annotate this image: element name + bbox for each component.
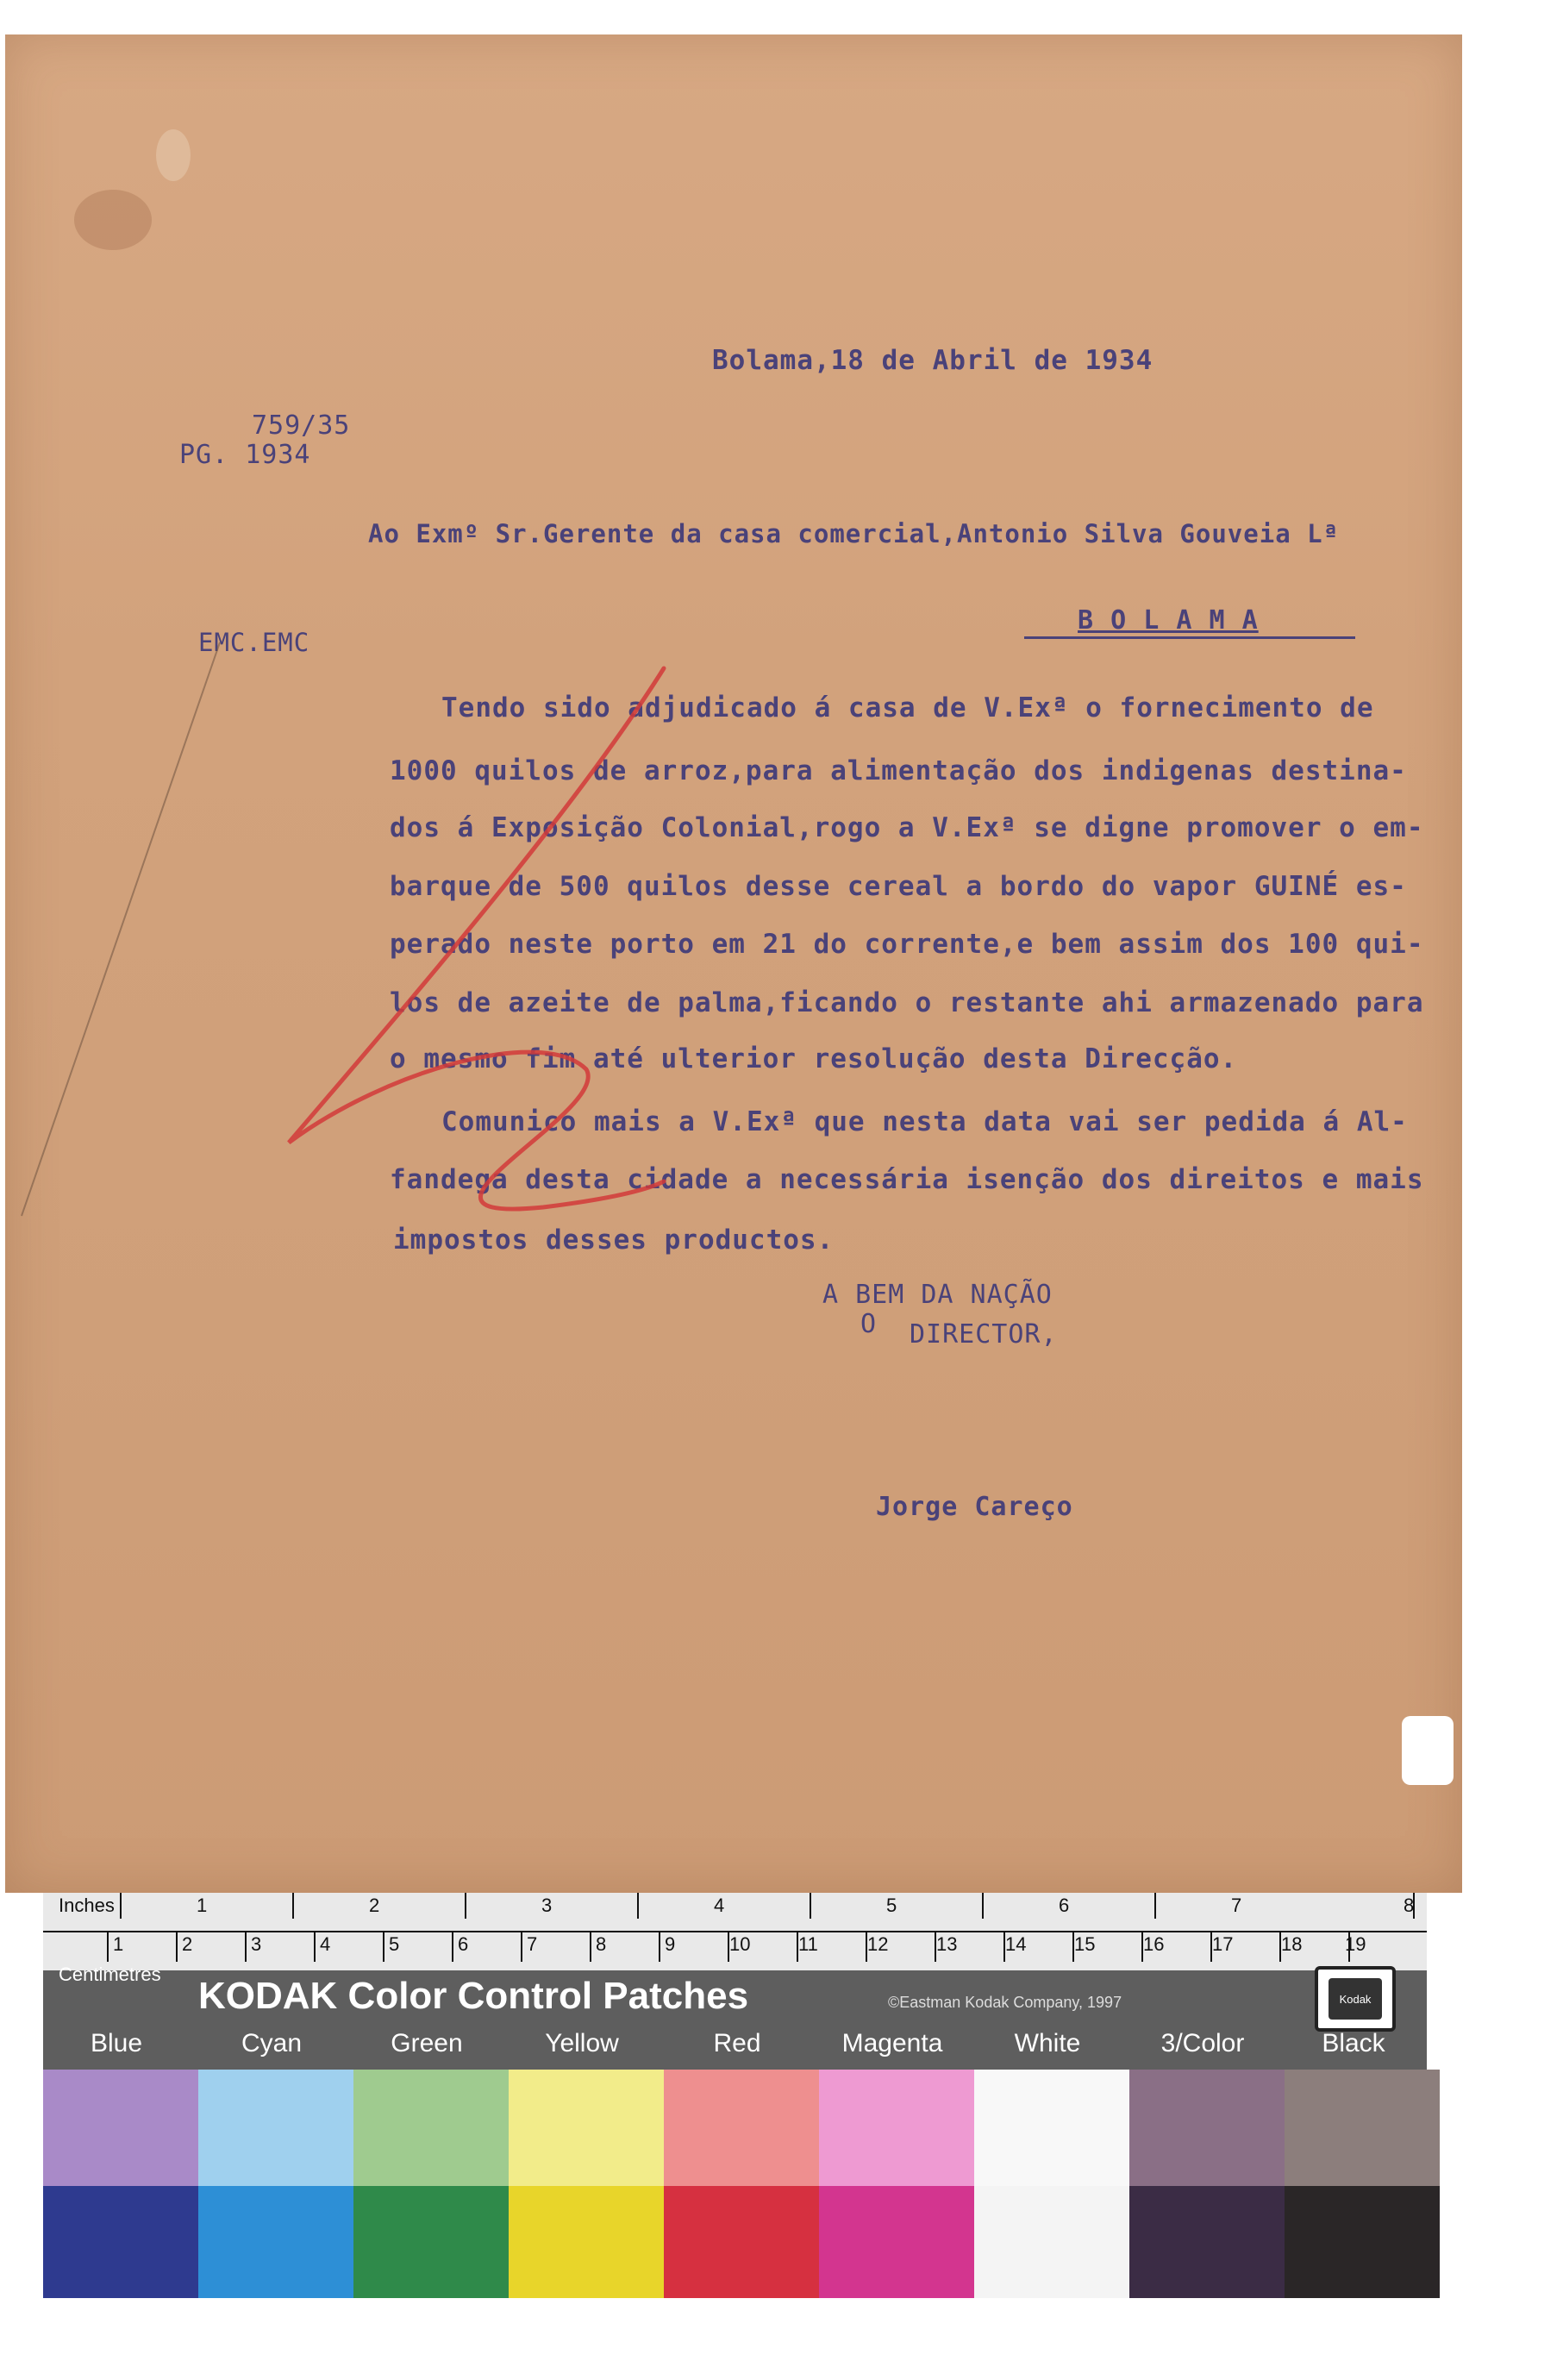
color-patch-dark [664, 2186, 819, 2298]
centimetres-label: Centimetres [59, 1964, 161, 1985]
color-patch-dark [353, 2186, 509, 2298]
cm-tick-label: 14 [1005, 1933, 1027, 1955]
cm-tick-label: 1 [113, 1933, 124, 1955]
cm-tick-label: 8 [596, 1933, 607, 1955]
kodak-logo [1315, 1966, 1396, 2032]
cm-tick-label: 15 [1074, 1933, 1096, 1955]
ruler-ticks [43, 1893, 1427, 1970]
color-patch-light [1129, 2070, 1285, 2186]
paper-stain [156, 129, 191, 181]
body-line: Comunico mais a V.Exª que nesta data vai ser pedida á Al- [441, 1106, 1408, 1137]
patch-label-black: Black [1322, 2029, 1385, 2057]
inch-tick-label: 3 [541, 1895, 553, 1916]
cm-tick-label: 19 [1345, 1933, 1366, 1955]
city-underline [1024, 636, 1355, 639]
body-line: impostos desses productos. [393, 1224, 835, 1256]
cm-tick-label: 4 [320, 1933, 331, 1955]
inch-tick-label: 5 [886, 1895, 897, 1916]
color-patch-light [43, 2070, 198, 2186]
patch-label-yellow: Yellow [545, 2029, 619, 2057]
patch-label-white: White [1014, 2029, 1081, 2057]
cm-tick-label: 3 [251, 1933, 262, 1955]
inches-label: Inches [59, 1895, 115, 1916]
cm-tick-label: 5 [389, 1933, 400, 1955]
color-patch-dark [1129, 2186, 1285, 2298]
reference-number: 759/35 [252, 410, 351, 441]
body-line: Tendo sido adjudicado á casa de V.Exª o fornecimento de [441, 692, 1374, 723]
color-patch-light [1285, 2070, 1440, 2186]
body-line: los de azeite de palma,ficando o restante ahi armazenado para [390, 987, 1424, 1018]
patch-label-3color: 3/Color [1160, 2029, 1245, 2057]
body-line: barque de 500 quilos desse cereal a bordo do vapor GUINÉ es- [390, 871, 1407, 902]
patch-label-cyan: Cyan [241, 2029, 303, 2057]
color-patch-dark [1285, 2186, 1440, 2298]
place-date: Bolama,18 de Abril de 1934 [712, 345, 1153, 376]
cm-tick-label: 17 [1212, 1933, 1234, 1955]
kodak-card-title: KODAK Color Control Patches [198, 1975, 749, 2017]
color-patch-dark [198, 2186, 353, 2298]
cm-tick-label: 18 [1281, 1933, 1303, 1955]
inch-tick-label: 7 [1231, 1895, 1242, 1916]
inch-tick-label: 1 [197, 1895, 208, 1916]
cm-tick-label: 10 [729, 1933, 751, 1955]
cm-tick-label: 13 [936, 1933, 958, 1955]
patch-label-magenta: Magenta [841, 2029, 943, 2057]
patch-label-green: Green [391, 2029, 463, 2057]
addressee-line: Ao Exmº Sr.Gerente da casa comercial,Antonio Silva Gouveia Lª [368, 519, 1340, 548]
color-patch-dark [974, 2186, 1129, 2298]
body-line: 1000 quilos de arroz,para alimentação dos indigenas destina- [390, 755, 1407, 786]
color-patch-dark [819, 2186, 974, 2298]
signer-title-prefix: O [860, 1309, 878, 1339]
color-patch-light [509, 2070, 664, 2186]
inch-tick-label: 8 [1404, 1895, 1415, 1916]
body-line: o mesmo fim até ulterior resolução desta Direcção. [390, 1043, 1238, 1074]
pencil-line [17, 638, 224, 1224]
body-line: fandega desta cidade a necessária isenção dos direitos e mais [390, 1164, 1424, 1195]
patch-label-red: Red [713, 2029, 761, 2057]
closing-formula: A BEM DA NAÇÃO [822, 1280, 1053, 1310]
initials: EMC.EMC [198, 628, 310, 657]
cm-tick-label: 12 [867, 1933, 889, 1955]
inch-tick-label: 2 [369, 1895, 380, 1916]
cm-tick-label: 9 [665, 1933, 676, 1955]
inch-tick-label: 6 [1059, 1895, 1070, 1916]
signatory-name: Jorge Careço [876, 1492, 1073, 1522]
measurement-ruler [43, 1893, 1427, 1972]
color-patch-light [974, 2070, 1129, 2186]
cm-tick-label: 6 [458, 1933, 469, 1955]
body-line: dos á Exposição Colonial,rogo a V.Exª se digne promover o em- [390, 812, 1424, 843]
city-heading: B O L A M A [1078, 605, 1259, 636]
color-patch-light [353, 2070, 509, 2186]
paper-stain [1402, 1716, 1454, 1785]
cm-tick-label: 2 [182, 1933, 193, 1955]
kodak-logo-text: Kodak [1329, 1978, 1382, 2020]
cm-tick-label: 11 [798, 1933, 818, 1955]
color-patch-dark [509, 2186, 664, 2298]
signer-title: DIRECTOR, [910, 1319, 1058, 1350]
color-patch-light [819, 2070, 974, 2186]
kodak-copyright: ©Eastman Kodak Company, 1997 [888, 1994, 1122, 2011]
inch-tick-label: 4 [714, 1895, 725, 1916]
paper-stain [74, 190, 152, 250]
color-patch-dark [43, 2186, 198, 2298]
cm-tick-label: 7 [527, 1933, 538, 1955]
cm-tick-label: 16 [1143, 1933, 1165, 1955]
patch-label-blue: Blue [90, 2029, 143, 2057]
reference-code: PG. 1934 [179, 440, 311, 470]
color-patch-light [664, 2070, 819, 2186]
red-pencil-mark [284, 664, 733, 1233]
color-patch-light [198, 2070, 353, 2186]
body-line: perado neste porto em 21 do corrente,e bem assim dos 100 qui- [390, 929, 1424, 960]
